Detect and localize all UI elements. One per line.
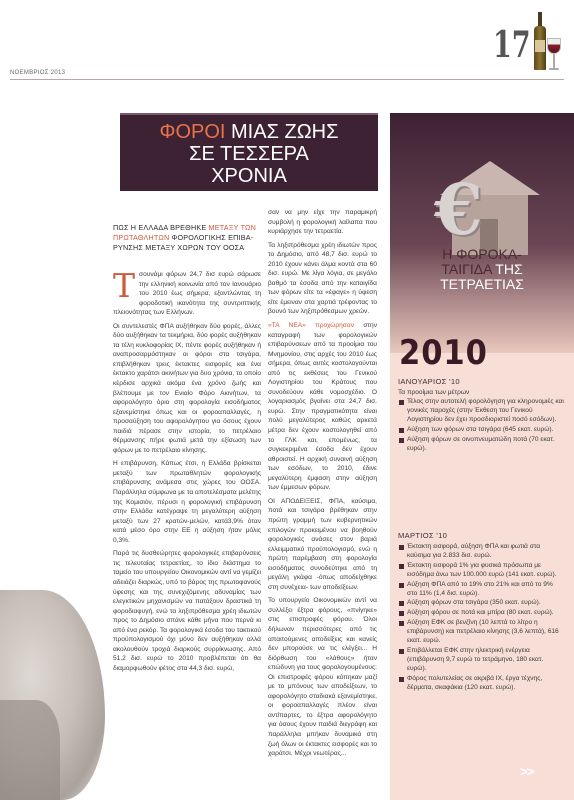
header-divider (10, 79, 564, 80)
january-intro: Τα προοίμια των μέτρων (398, 389, 470, 396)
paragraph: σαν να μην είχε την παραμικρή συμβολή η φορολογική λαίλαπα που κυριάρχησε την τετραετία. (268, 209, 377, 236)
paragraph: Παρά τις δυσθεώρητες φορολογικές επιβαρύνσεις τις τελευταίας τετραετίας, το ίδιο διάστημα το ταμείο του υπουργείου Οικονομικών αντί να γεμίζει αδειάζει διαρκώς, υπό το βάρος της πρωτοφανούς ύφεσης και της συνεχιζόμενης αδυναμίας των ελεγκτικών μηχανισμών να πατάξουν δραστικά τη φοροδιαφυγή, ενώ τα ληξιπρόθεσμα χρέη ιδιωτών προς το Δημόσιο σπάνε κάθε μήνα που περνά κι από ένα ρεκόρ. Τα φορολογικά έσοδα του τακτικού προϋπολογισμού όχι μόνο δεν αυξήθηκαν αλλά ακολουθούν τροχιά διαρκούς συρρίκνωσης. Από 51,2 δισ. ευρώ το 2010 προβλέπεται ότι θα διαμορφωθούν φέτος στα 44,3 δισ. ευρώ, (113, 550, 261, 672)
list-item: Επιβάλλεται ΕΦΚ στην ηλεκτρική ενέργεια (επιβάρυνση 9,7 ευρώ το τετράμηνο, 180 εκατ. ευρώ). (398, 647, 564, 674)
page-number: 17 (493, 24, 531, 66)
list-item: Έκτακτη εισφορά, αύξηση ΦΠΑ και φωτιά στα καύσιμα για 2.833 δισ. ευρώ. (398, 543, 564, 561)
sidebar-header-image (390, 113, 574, 353)
january-list (398, 398, 564, 454)
sidebar-title: Η ΦΟΡΟΚΑ- ΤΑΙΓΙΔΑ ΤΗΣ ΤΕΤΡΑΕΤΙΑΣ (440, 246, 524, 292)
list-item: Αύξηση των φόρων στα τσιγάρα (645 εκατ. ευρώ). (398, 426, 564, 435)
paragraph: Τσουνάμι φόρων 24,7 δισ ευρώ σάρωσε την ελληνική κοινωνία από τον Ιανουάριο του 2010 έως σήμερα, εξαντλώντας τη φοροδοτική ικανότητα της συντριπτικής πλειονότητας των Ελλήνων. (113, 266, 261, 317)
list-item: Αύξηση ΕΦΚ σε βενζίνη (10 λεπτά το λίτρο η επιβάρυνση) και πετρέλαιο κίνησης (3,6 λεπτά), 616 εκατ. ευρώ. (398, 619, 564, 646)
wine-glass-icon (547, 38, 561, 72)
list-item: Αύξηση φόρων στα τσιγάρα (350 εκατ. ευρώ). (398, 599, 564, 608)
continue-arrow[interactable]: >> (520, 764, 534, 779)
paragraph: Το υπουργείο Οικονομικών αντί να συλλέξει έξτρα φόρους, «πνίγηκε» στις επιστροφές φόρου. Όλοι δήλωναν περισσότερες από τις απαιτούμενες αποδείξεις και κανείς δεν μπορούσε να τις ελέγξει... Η διόρθωση του «λάθους» ήταν επώδυνη για τους φορολογουμένους: Οι επιστροφές φόρου κόπηκαν μαζί με το μπόνους των αποδείξεων, το αφορολόγητο σταδιακά εξανεμίστηκε, οι φοροαπαλλαγές πλέον είναι αντίπαρτες, το έξτρα αφορολόγητο για όσους έχουν παιδιά διεγράφη και παράλληλα μπήκαν δυναμικά στη ζωή όλων οι έκτακτες εισφορές και το χαράτσι. Μέχρι νεωτέρας... (268, 597, 377, 758)
sidebar-year: 2010 (399, 333, 488, 373)
list-item: Αύξηση ΦΠΑ από το 19% στο 21% και από το 9% στο 11% (1,4 δισ. ευρώ). (398, 581, 564, 599)
month-heading-march: ΜΑΡΤΙΟΣ '10 (398, 531, 448, 540)
paragraph: «ΤΑ ΝΕΑ» προχώρησαν στην καταγραφή των φορολογικών επιβαρύνσεων από τα προοίμια του Μνημονίου, στις αρχές του 2010 έως σήμερα, όπως αυτές κοστολογούνται από τις εκθέσεις του Γενικού Λογιστηρίου του Κράτους που συνοδεύουν κάθε νομοσχέδιο. Ο λογαριασμός βγαίνει στα 24,7 δισ. ευρώ. Στην πραγματικότητα είναι πολύ μεγαλύτερος καθώς αρκετά μέτρα δεν έχουν κοστολογηθεί από το ΓΛΚ και, επομένως, τα συγκεκριμένα έσοδα δεν έχουν αθροιστεί. Η αρχική συναινή αύξηση των εσόδων, το 2010, έδινε μεγαλύτερη έμφαση στην αύξηση των έμμεσων φόρων. (268, 322, 377, 492)
march-list (398, 543, 564, 694)
list-item: Αύξηση φόρου σε ποτά και μπίρα (80 εκατ. ευρώ). (398, 609, 564, 618)
list-item: Έκτακτη εισφορά 1% για φυσικά πρόσωπα με εισόδημα άνω των 100.000 ευρώ (141 εκατ. ευρώ). (398, 562, 564, 580)
article-title: ΦΟΡΟΙ ΜΙΑΣ ΖΩΗΣ ΣΕ ΤΕΣΣΕΡΑ ΧΡΟΝΙΑ (159, 121, 339, 187)
euro-icon: € (434, 168, 483, 251)
paragraph: Τα ληξιπρόθεσμα χρέη ιδιωτών προς το Δημόσιο, από 48,7 δισ. ευρώ το 2010 έχουν κάνει άλμα κοντά στα 60 δισ. ευρώ. Με λίγα λόγια, σε μεγάλο βαθμό τα έσοδα από την καταιγίδα των φόρων είτε τα «έφαγε» η ύφεση είτε έμειναν στα χαρτιά τρέφοντας το βουνό των ληξιπρόθεσμων χρεών. (268, 241, 377, 316)
decorative-stone-shadow (0, 700, 60, 800)
list-item: Φόρος πολυτελείας σε ακριβά ΙΧ, έργα τέχνης, δέρματα, σκαφάκια (120 εκατ. ευρώ). (398, 675, 564, 693)
header-date: ΝΟΕΜΒΡΙΟΣ 2013 (10, 70, 66, 76)
paragraph: ΟΙ ΑΠΟΔΕΙΞΕΙΣ, ΦΠΑ, καύσιμα, ποτά και τσιγάρα βρέθηκαν στην πρώτη γραμμή των κυβερνητικών επιλογών προκειμένου να βοηθούν φορολογικές ανάσες στον βαριά ελλειμματικό προϋπολογισμό, ενώ η πρώτη παρέμβαση στη φορολογία εισοδήματος συνοδεύτηκε από τη μεγάλη γκάφα -όπως αποδείχθηκε στη συνέχεια- των αποδείξεων. (268, 497, 377, 591)
paragraph: Οι συντελεστές ΦΠΑ αυξήθηκαν δύο φορές, άλλες δύο αυξήθηκαν τα τεκμήρια, δύο φορές αυξήθηκαν τα τέλη κυκλοφορίας ΙΧ, πέντε φορές αυξήθηκαν ή αναπροσαρμόστηκαν οι φόροι στα τσιγάρα, επιβλήθηκαν τρεις έκτακτες εισφορές και ένα έκτακτο χαράτσι ακινήτων για δυο χρόνια, το οποίο κέρδισε αρχικά ακόμα ένα χρόνο ζωής και βλέπουμε με τον Ενιαίο Φόρο Ακινήτων, τα αφορολόγητο όριο στη φορολογία εισοδήματος εξανεμίστηκε όπως και οι φοροαπαλλαγές, η προσαύξηση του αφορολόγητου για όσους έχουν παιδιά πέρασε στην ιστορία, το πετρέλαιο θέρμανσης πήρε φωτιά μετά την εξίσωση των φόρων με το πετρέλαιο κίνησης. (113, 322, 261, 454)
article-column-1 (113, 266, 261, 677)
list-item: Τέλος στην αυτοτελή φορολόγηση για κληρονομιές και γονικές παροχές (στην Έκθεση του Γενικού Λογιστηρίου δεν έχει προσδιοριστεί ποσό εσόδων). (398, 398, 564, 425)
list-item: Αύξηση φόρων σε οινοπνευματώδη ποτά (70 εκατ. ευρώ). (398, 436, 564, 454)
title-banner (120, 113, 378, 191)
paragraph: Η επιβάρυνση, Κάπως έτσι, η Ελλάδα βρίσκεται μεταξύ των πρωταθλητών φορολογικής επιβάρυνσης ανάμεσα στις χώρες του ΟΟΣΑ. Παράλληλα σύμφωνα με τα αποτελέσματα μελέτης της Κομισιόν, πέρυσι η φορολογική επιβάρυνση στην Ελλάδα κατέγραψε τη μεγαλύτερη αύξηση μεταξύ των 27 κρατών-μελών, κατά3,9% όταν κατά μέσο όρο στην ΕΕ η αύξηση ήταν μόλις 0,3%. (113, 460, 261, 544)
article-column-2 (268, 208, 377, 763)
wine-bottle-icon (534, 12, 546, 70)
article-intro: ΠΩΣ Η ΕΛΛΑΔΑ ΒΡΕΘΗΚΕ ΜΕΤΑΞΥ ΤΩΝ ΠΡΩΤΑΘΛΗΤΩΝ ΦΟΡΟΛΟΓΙΚΗΣ ΕΠΙΒΑ-ΡΥΝΣΗΣ ΜΕΤΑΞΥ ΧΩΡΩΝ ΤΟΥ ΟΟΣΑ (113, 223, 256, 252)
month-heading-january: ΙΑΝΟΥΑΡΙΟΣ '10 (398, 377, 460, 386)
sidebar-panel (390, 113, 574, 800)
dropcap: Τ (113, 266, 136, 305)
